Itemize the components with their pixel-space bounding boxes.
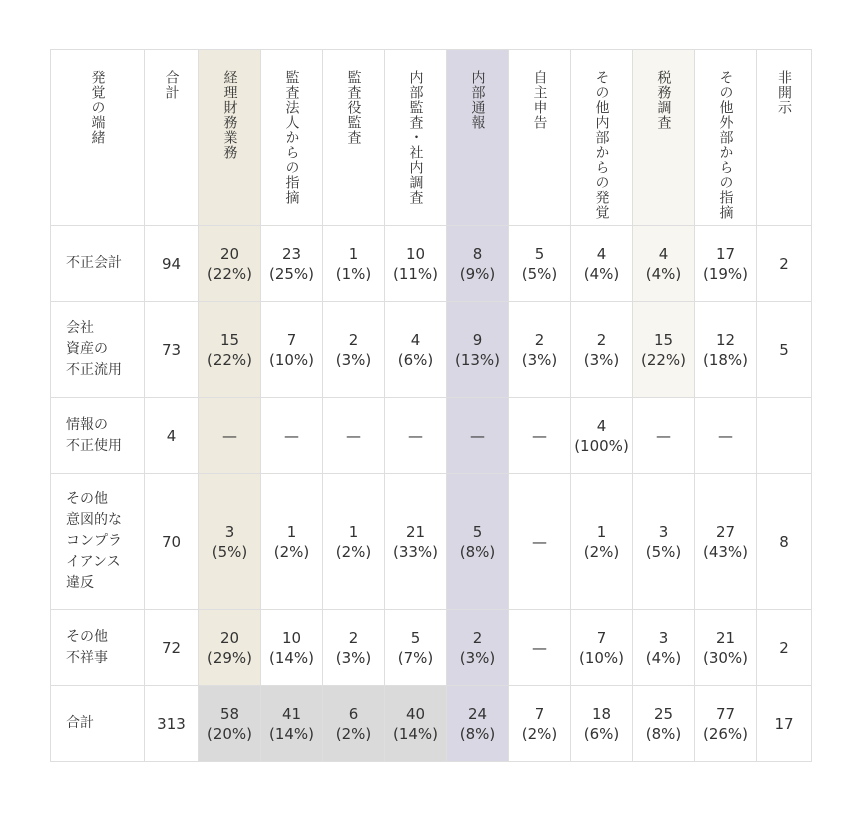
- table-cell: [145, 686, 199, 762]
- table-cell: [145, 302, 199, 398]
- row-label: 不正会計: [51, 226, 145, 302]
- col-header-auditor-indication: 監査法人からの指摘: [261, 50, 323, 226]
- table-cell: [757, 474, 812, 610]
- cell-percentage: (4%): [645, 648, 682, 667]
- cell-count: —: [656, 426, 671, 445]
- cell-percentage: (3%): [459, 648, 496, 667]
- cell-count: 9: [472, 330, 483, 349]
- cell-count: 18: [591, 704, 612, 723]
- col-header-other-external: その他外部からの指摘: [695, 50, 757, 226]
- cell-percentage: (5%): [645, 542, 682, 561]
- cell-percentage: (3%): [335, 350, 372, 369]
- cell-count: 10: [405, 244, 426, 263]
- table-cell: [695, 474, 757, 610]
- cell-percentage: (2%): [583, 542, 620, 561]
- table-cell: [633, 474, 695, 610]
- table-cell: [385, 610, 447, 686]
- cell-count: —: [532, 532, 547, 551]
- cell-percentage: (4%): [645, 264, 682, 283]
- col-header-other-internal: その他内部からの発覚: [571, 50, 633, 226]
- table-row: [51, 474, 812, 610]
- cell-count: 1: [596, 522, 607, 541]
- table-cell: [757, 226, 812, 302]
- table-row: [51, 302, 812, 398]
- table-cell: [385, 302, 447, 398]
- table-cell: [199, 302, 261, 398]
- cell-count: 8: [779, 532, 789, 551]
- table-cell: [199, 610, 261, 686]
- cell-percentage: (5%): [211, 542, 248, 561]
- cell-count: 6: [348, 704, 359, 723]
- header-row: [51, 50, 812, 226]
- cell-count: —: [408, 426, 423, 445]
- cell-percentage: (6%): [583, 724, 620, 743]
- cell-count: 21: [405, 522, 426, 541]
- col-header-total: 合計: [145, 50, 199, 226]
- cell-count: 3: [658, 522, 669, 541]
- cell-count: —: [718, 426, 733, 445]
- cell-count: 5: [410, 628, 421, 647]
- cell-count: —: [222, 426, 237, 445]
- col-header-trigger: 発覚の端緒: [51, 50, 145, 226]
- cell-percentage: (30%): [702, 648, 749, 667]
- table-cell: [323, 398, 385, 474]
- cell-percentage: (8%): [459, 542, 496, 561]
- cell-count: 2: [472, 628, 483, 647]
- table-cell: [145, 226, 199, 302]
- table-cell: [323, 686, 385, 762]
- cell-percentage: (11%): [392, 264, 439, 283]
- cell-percentage: (25%): [268, 264, 315, 283]
- cell-count: 7: [534, 704, 545, 723]
- cell-count: 4: [596, 244, 607, 263]
- cell-count: 5: [779, 340, 789, 359]
- cell-count: 5: [472, 522, 483, 541]
- cell-count: 70: [161, 532, 182, 551]
- cell-count: 58: [219, 704, 240, 723]
- cell-percentage: (6%): [397, 350, 434, 369]
- cell-count: —: [284, 426, 299, 445]
- table-cell: [323, 226, 385, 302]
- table-cell: [323, 610, 385, 686]
- table-cell: [261, 686, 323, 762]
- table-cell: [571, 610, 633, 686]
- row-label: その他 意図的な コンプラ イアンス 違反: [51, 474, 145, 610]
- table-cell: [633, 226, 695, 302]
- table-cell: [633, 610, 695, 686]
- cell-count: —: [470, 426, 485, 445]
- cell-count: 15: [219, 330, 240, 349]
- cell-count: 2: [348, 330, 359, 349]
- table-cell: [509, 610, 571, 686]
- cell-percentage: (2%): [521, 724, 558, 743]
- row-label: 情報の 不正使用: [51, 398, 145, 474]
- cell-count: 4: [596, 416, 607, 435]
- table-cell: [447, 610, 509, 686]
- cell-percentage: (22%): [206, 350, 253, 369]
- cell-count: 7: [596, 628, 607, 647]
- cell-count: 1: [286, 522, 297, 541]
- table-cell: [757, 302, 812, 398]
- row-label: 会社 資産の 不正流用: [51, 302, 145, 398]
- cell-percentage: (9%): [459, 264, 496, 283]
- cell-count: 7: [286, 330, 297, 349]
- table-cell: [447, 474, 509, 610]
- cell-count: 10: [281, 628, 302, 647]
- cell-percentage: (22%): [206, 264, 253, 283]
- table-cell: [145, 474, 199, 610]
- table-cell: [385, 398, 447, 474]
- cell-percentage: (4%): [583, 264, 620, 283]
- cell-count: 94: [161, 254, 182, 273]
- table-cell: [509, 474, 571, 610]
- col-header-whistleblowing: 内部通報: [447, 50, 509, 226]
- cell-percentage: (20%): [206, 724, 253, 743]
- cell-count: 2: [534, 330, 545, 349]
- table-cell: [757, 686, 812, 762]
- cell-count: 20: [219, 628, 240, 647]
- row-label: 合計: [51, 686, 145, 762]
- cell-percentage: (3%): [521, 350, 558, 369]
- table-cell: [571, 398, 633, 474]
- table-cell: [571, 686, 633, 762]
- table-cell: [385, 226, 447, 302]
- cell-percentage: (22%): [640, 350, 687, 369]
- table-row: [51, 398, 812, 474]
- table-cell: [385, 474, 447, 610]
- cell-count: 2: [596, 330, 607, 349]
- table-cell: [695, 610, 757, 686]
- table-cell: [447, 398, 509, 474]
- col-header-self-report: 自主申告: [509, 50, 571, 226]
- cell-percentage: (10%): [578, 648, 625, 667]
- table-cell: [571, 474, 633, 610]
- cell-count: 24: [467, 704, 488, 723]
- table-cell: [199, 686, 261, 762]
- table-cell: [199, 474, 261, 610]
- table-row: [51, 226, 812, 302]
- cell-percentage: (43%): [702, 542, 749, 561]
- cell-percentage: (14%): [268, 648, 315, 667]
- table-cell: [695, 686, 757, 762]
- table-cell: [261, 474, 323, 610]
- cell-count: 12: [715, 330, 736, 349]
- cell-percentage: (26%): [702, 724, 749, 743]
- cell-count: 15: [653, 330, 674, 349]
- table-cell: [633, 398, 695, 474]
- table-cell: [757, 398, 812, 474]
- col-header-accounting: 経理財務業務: [199, 50, 261, 226]
- cell-count: 40: [405, 704, 426, 723]
- table-cell: [385, 686, 447, 762]
- cell-count: 5: [534, 244, 545, 263]
- table-cell: [199, 398, 261, 474]
- cell-percentage: (7%): [397, 648, 434, 667]
- table-cell: [695, 398, 757, 474]
- cell-count: 77: [715, 704, 736, 723]
- cell-count: 41: [281, 704, 302, 723]
- cell-count: 21: [715, 628, 736, 647]
- cell-count: 3: [658, 628, 669, 647]
- cell-count: 313: [157, 714, 186, 733]
- table-cell: [447, 686, 509, 762]
- table-cell: [261, 610, 323, 686]
- cell-count: 17: [715, 244, 736, 263]
- cell-percentage: (18%): [702, 350, 749, 369]
- cell-percentage: (10%): [268, 350, 315, 369]
- cell-percentage: (8%): [645, 724, 682, 743]
- cell-count: 2: [779, 638, 789, 657]
- cell-percentage: (100%): [574, 436, 629, 455]
- cell-percentage: (8%): [459, 724, 496, 743]
- cell-count: 72: [161, 638, 182, 657]
- cell-count: —: [346, 426, 361, 445]
- col-header-undisclosed: 非開示: [757, 50, 812, 226]
- table-cell: [633, 302, 695, 398]
- col-header-tax-audit: 税務調査: [633, 50, 695, 226]
- cell-count: 4: [410, 330, 421, 349]
- cell-percentage: (19%): [702, 264, 749, 283]
- cell-count: —: [532, 638, 547, 657]
- table-cell: [447, 226, 509, 302]
- table-cell: [757, 610, 812, 686]
- cell-count: 23: [281, 244, 302, 263]
- cell-count: 4: [166, 426, 177, 445]
- cell-percentage: (1%): [335, 264, 372, 283]
- table-cell: [509, 398, 571, 474]
- table-cell: [323, 302, 385, 398]
- table-cell: [199, 226, 261, 302]
- table-cell: [509, 226, 571, 302]
- cell-count: 17: [774, 714, 794, 733]
- cell-percentage: (33%): [392, 542, 439, 561]
- cell-percentage: (2%): [335, 542, 372, 561]
- row-label: その他 不祥事: [51, 610, 145, 686]
- table-cell: [695, 302, 757, 398]
- cell-count: 8: [472, 244, 483, 263]
- table-cell: [509, 686, 571, 762]
- table-cell: [571, 226, 633, 302]
- table-cell: [261, 302, 323, 398]
- table-cell: [633, 686, 695, 762]
- cell-count: 3: [224, 522, 235, 541]
- table-cell: [695, 226, 757, 302]
- cell-count: —: [532, 426, 547, 445]
- table-cell: [447, 302, 509, 398]
- cell-percentage: (14%): [268, 724, 315, 743]
- cell-percentage: (3%): [583, 350, 620, 369]
- cell-count: 2: [779, 254, 789, 273]
- cell-count: 27: [715, 522, 736, 541]
- cell-count: 73: [161, 340, 182, 359]
- cell-count: 1: [348, 522, 359, 541]
- table-cell: [145, 398, 199, 474]
- table-cell: [261, 226, 323, 302]
- col-header-internal-audit: 内部監査・社内調査: [385, 50, 447, 226]
- cell-count: 1: [348, 244, 359, 263]
- cell-percentage: (14%): [392, 724, 439, 743]
- cell-count: 2: [348, 628, 359, 647]
- table-cell: [323, 474, 385, 610]
- table-cell: [571, 302, 633, 398]
- table-row: [51, 610, 812, 686]
- cell-percentage: (5%): [521, 264, 558, 283]
- cell-percentage: (13%): [454, 350, 501, 369]
- table-row: [51, 686, 812, 762]
- cell-percentage: (2%): [273, 542, 310, 561]
- discovery-trigger-table: [50, 49, 812, 762]
- table-cell: [509, 302, 571, 398]
- col-header-corporate-auditor: 監査役監査: [323, 50, 385, 226]
- cell-count: 4: [658, 244, 669, 263]
- cell-percentage: (3%): [335, 648, 372, 667]
- cell-count: 25: [653, 704, 674, 723]
- table-cell: [261, 398, 323, 474]
- cell-percentage: (29%): [206, 648, 253, 667]
- cell-count: 20: [219, 244, 240, 263]
- table-cell: [145, 610, 199, 686]
- cell-percentage: (2%): [335, 724, 372, 743]
